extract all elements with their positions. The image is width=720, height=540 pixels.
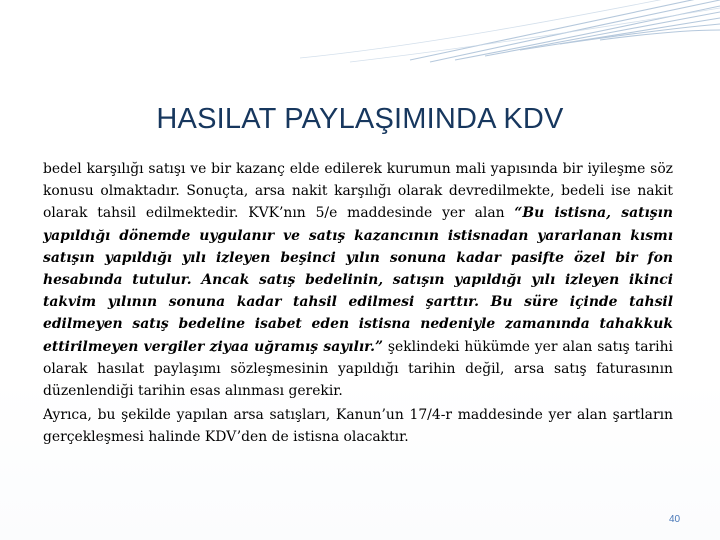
page-number: 40 — [669, 514, 681, 525]
paragraph-1-text-before-quote: bedel karşılığı satışı ve bir kazanç elde edilerek kurumun mali yapısında bir iyileşme söz konusu olmaktadır. Sonuçta, arsa nakit karşılığı olarak devredilmekte, bedeli ise nakit olarak tahsil edilmektedir. KVK’nın 5/e maddesinde yer alan — [43, 161, 673, 222]
paragraph-1-text-after-quote: şeklindeki hükümde yer alan satış tarihi olarak hasılat paylaşımı sözleşmesinin yapıldığı tarihin değil, arsa satış faturasının düzenlendiği tarihin esas alınması gerekir. — [43, 338, 673, 400]
slide-title: HASILAT PAYLAŞIMINDA KDV — [156, 103, 564, 135]
body-paragraph-1 — [43, 158, 673, 402]
slide-body — [43, 158, 673, 449]
body-paragraph-2: Ayrıca, bu şekilde yapılan arsa satışları, Kanun’un 17/4-r maddesinde yer alan şartların gerçekleşmesi halinde KDV’den de istisna olacaktır. — [43, 407, 673, 446]
law-quote: “Bu istisna, satışın yapıldığı dönemde uygulanır ve satış kazancının istisnadan yararlanan kısmı satışın yapıldığı yılı izleyen beşinci yılın sonuna kadar pasifte özel bir fon hesabında tutulur. Ancak satış bedelinin, satışın yapıldığı yılı izleyen ikinci takvim yılının sonuna kadar tahsil edilmesi şarttır. Bu süre içinde tahsil edilmeyen satış bedeline isabet eden istisna nedeniyle zamanında tahakkuk ettirilmeyen vergiler ziyaa uğramış sayılır.” — [43, 205, 673, 355]
